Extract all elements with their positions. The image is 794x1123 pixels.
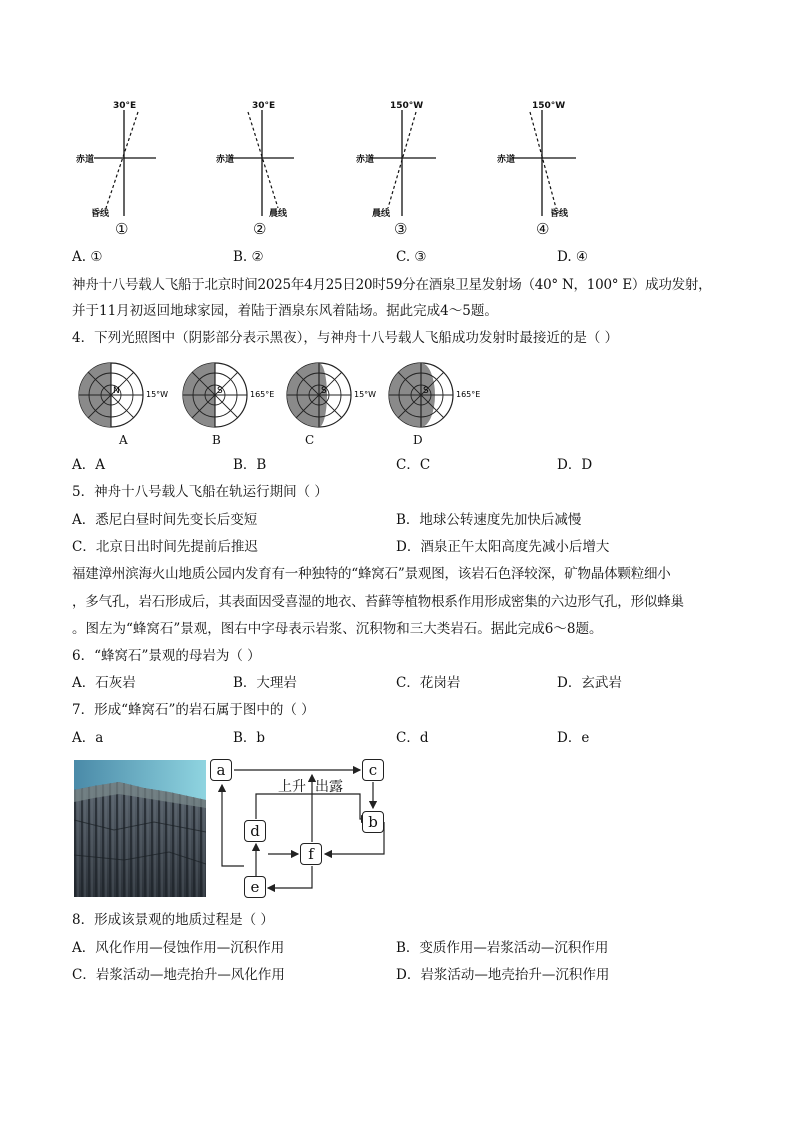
meridian-label: 150°W: [532, 101, 566, 111]
option-d[interactable]: D．酒泉正午太阳高度先减小后增大: [396, 539, 610, 555]
pole-label: S: [321, 386, 327, 396]
diagram-label: B: [212, 433, 221, 447]
illumination-diagram-b: [178, 360, 288, 446]
diagram-label: C: [305, 433, 315, 447]
option-b[interactable]: B．B: [233, 457, 267, 473]
option-a[interactable]: A．风化作用—侵蚀作用—沉积作用: [72, 940, 285, 956]
node-b: b: [362, 811, 384, 833]
longitude-label: 15°W: [146, 390, 169, 399]
passage-line: 福建漳州滨海火山地质公园内发育有一种独特的“蜂窝石”景观图，该岩石色泽较深，矿物晶体颗粒细小: [72, 566, 671, 582]
node-d: d: [244, 820, 266, 842]
diagram-number: ①: [115, 220, 129, 238]
terminator-diagram-2: [210, 98, 310, 238]
option-a[interactable]: A．A: [72, 457, 105, 473]
pole-label: S: [217, 386, 223, 396]
meridian-label: 30°E: [252, 101, 276, 111]
illumination-diagram-c: [282, 360, 392, 446]
diagram-number: ②: [253, 220, 267, 238]
passage-line: 神舟十八号载人飞船于北京时间2025年4月25日20时59分在酒泉卫星发射场（40° N，100° E）成功发射，: [72, 277, 712, 293]
terminator-label: 晨线: [372, 209, 391, 219]
meridian-label: 150°W: [390, 101, 424, 111]
option-c[interactable]: C．C: [396, 457, 431, 473]
option-b[interactable]: B．大理岩: [233, 675, 297, 691]
terminator-label: 昏线: [550, 209, 569, 219]
node-e: e: [244, 876, 266, 898]
terminator-diagram-1: [70, 98, 170, 238]
passage-line: ，多气孔，岩石形成后，其表面因受喜湿的地衣、苔藓等植物根系作用形成密集的六边形气孔，形似蜂巢: [72, 594, 684, 610]
passage-line: 并于11月初返回地球家园，着陆于酒泉东风着陆场。据此完成4～5题。: [72, 303, 498, 319]
option-a[interactable]: A. ①: [72, 249, 103, 265]
q4-stem: 4．下列光照图中（阴影部分表示黑夜），与神舟十八号载人飞船成功发射时最接近的是（ ）: [72, 330, 619, 346]
diagram-number: ④: [536, 220, 550, 238]
pole-label: N: [113, 386, 120, 396]
exposed-label: 出露: [315, 779, 343, 795]
option-c[interactable]: C．花岗岩: [396, 675, 461, 691]
illumination-diagram-a: [74, 360, 184, 446]
equator-label: 赤道: [356, 155, 375, 165]
option-a[interactable]: A．悉尼白昼时间先变长后变短: [72, 512, 258, 528]
equator-label: 赤道: [76, 155, 95, 165]
illumination-diagram-d: [384, 360, 494, 446]
option-d[interactable]: D．玄武岩: [557, 675, 622, 691]
option-a[interactable]: A．a: [72, 730, 104, 746]
equator-label: 赤道: [497, 155, 516, 165]
terminator-diagram-3: [350, 98, 450, 238]
option-d[interactable]: D. ④: [557, 249, 589, 265]
option-c[interactable]: C．岩浆活动—地壳抬升—风化作用: [72, 967, 285, 983]
uplift-label: 上升: [278, 779, 306, 795]
diagram-label: A: [119, 433, 128, 447]
terminator-label: 晨线: [269, 209, 288, 219]
option-b[interactable]: B. ②: [233, 249, 264, 265]
terminator-label: 昏线: [91, 209, 110, 219]
node-c: c: [362, 759, 384, 781]
q5-stem: 5．神舟十八号载人飞船在轨运行期间（ ）: [72, 484, 328, 500]
option-c[interactable]: C．d: [396, 730, 429, 746]
longitude-label: 165°E: [456, 390, 481, 399]
terminator-diagram-4: [492, 98, 592, 238]
node-f: f: [300, 843, 322, 865]
q6-stem: 6．“蜂窝石”景观的母岩为（ ）: [72, 648, 261, 664]
option-c[interactable]: C. ③: [396, 249, 427, 265]
equator-label: 赤道: [216, 155, 235, 165]
pole-label: S: [423, 386, 429, 396]
option-d[interactable]: D．岩浆活动—地壳抬升—沉积作用: [396, 967, 610, 983]
option-b[interactable]: B．变质作用—岩浆活动—沉积作用: [396, 940, 609, 956]
meridian-label: 30°E: [113, 101, 137, 111]
option-a[interactable]: A．石灰岩: [72, 675, 136, 691]
node-a: a: [210, 759, 232, 781]
option-b[interactable]: B．地球公转速度先加快后减慢: [396, 512, 582, 528]
honeycomb-rock-photo: [74, 760, 206, 897]
diagram-number: ③: [394, 220, 408, 238]
diagram-label: D: [413, 433, 423, 447]
longitude-label: 15°W: [354, 390, 377, 399]
option-d[interactable]: D．e: [557, 730, 590, 746]
passage-line: 。图左为“蜂窝石”景观，图右中字母表示岩浆、沉积物和三大类岩石。据此完成6～8题。: [72, 621, 603, 637]
q7-stem: 7．形成“蜂窝石”的岩石属于图中的（ ）: [72, 702, 315, 718]
q8-stem: 8．形成该景观的地质过程是（ ）: [72, 912, 274, 928]
option-c[interactable]: C．北京日出时间先提前后推迟: [72, 539, 258, 555]
option-b[interactable]: B．b: [233, 730, 266, 746]
longitude-label: 165°E: [250, 390, 275, 399]
option-d[interactable]: D．D: [557, 457, 593, 473]
